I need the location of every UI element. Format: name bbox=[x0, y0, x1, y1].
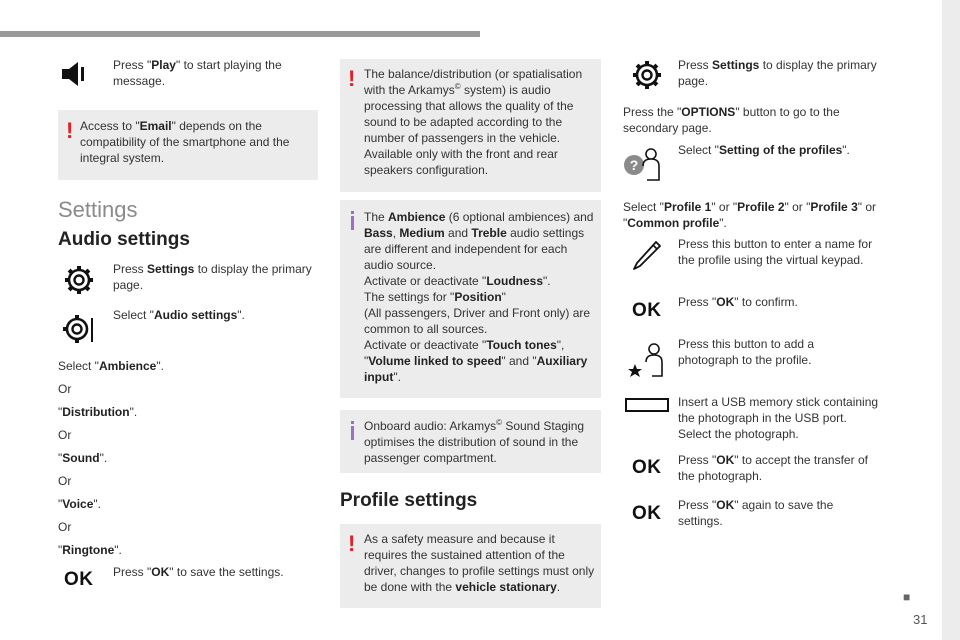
onboard-info-box bbox=[340, 410, 601, 473]
warning-icon: ! bbox=[66, 118, 74, 143]
email-note: Access to "Email" depends on the compatibility of the smartphone and the integral system. bbox=[80, 119, 290, 165]
top-rule bbox=[0, 31, 480, 37]
sound-text: "Sound". bbox=[58, 451, 108, 465]
add-photo-text: Press this button to add a photograph to the profile. bbox=[678, 337, 815, 367]
settings-heading: Settings bbox=[58, 197, 138, 222]
gear-settings-icon bbox=[62, 312, 98, 346]
pencil-icon bbox=[632, 240, 662, 272]
or-text: Or bbox=[58, 428, 72, 442]
press-ok-save-text: Press "OK" to save the settings. bbox=[113, 565, 284, 579]
enter-name-text: Press this button to enter a name for the profile using the virtual keypad. bbox=[678, 237, 873, 267]
speaker-icon bbox=[60, 60, 88, 88]
profile-star-icon bbox=[626, 340, 666, 380]
or-text: Or bbox=[58, 382, 72, 396]
continue-mark: ■ bbox=[903, 590, 911, 604]
ringtone-text: "Ringtone". bbox=[58, 543, 122, 557]
usb-text: Insert a USB memory stick containing the photograph in the USB port. Select the photograph. bbox=[678, 395, 879, 441]
ok-icon: OK bbox=[632, 503, 662, 524]
warning-icon: ! bbox=[348, 531, 356, 556]
select-profiles-text: Select "Setting of the profiles". bbox=[678, 143, 850, 157]
distribution-text: "Distribution". bbox=[58, 405, 138, 419]
balance-warning-box bbox=[340, 59, 601, 192]
ambience-info-box bbox=[340, 200, 601, 398]
or-text: Or bbox=[58, 474, 72, 488]
select-ambience-text: Select "Ambience". bbox=[58, 359, 164, 373]
gear-icon bbox=[632, 60, 662, 90]
voice-text: "Voice". bbox=[58, 497, 101, 511]
warning-icon: ! bbox=[348, 66, 356, 91]
question-mark: ? bbox=[629, 157, 639, 173]
onboard-info-text: Onboard audio: Arkamys© Sound Staging optimises the distribution of sound in the passenger compartment. bbox=[364, 418, 585, 465]
usb-bar-icon bbox=[625, 398, 669, 414]
select-profile-text: Select "Profile 1" or "Profile 2" or "Profile 3" or "Common profile". bbox=[623, 200, 877, 230]
safety-note: As a safety measure and because it requires the sustained attention of the driver, changes to profile settings must only be done with the vehicle stationary. bbox=[364, 532, 595, 594]
play-instruction: Press "Play" to start playing the message. bbox=[113, 58, 282, 88]
or-text: Or bbox=[58, 520, 72, 534]
ok-transfer-text: Press "OK" to accept the transfer of the photograph. bbox=[678, 453, 868, 483]
balance-note: The balance/distribution (or spatialisation with the Arkamys© system) is audio processing that allows the quality of the sound to be adapted according to the number of passengers in the vehicle. Available only with the front and rear speakers configuration. bbox=[364, 67, 583, 177]
ambience-info-text: The Ambience (6 optional ambiences) and Bass, Medium and Treble audio settings are different and independent for each audio source. Activate or deactivate "Loudness". The settings for "Position" (All passengers, Driver and Front only) are common to all sources. Activate or deactivate "Touch tones", "Volume linked to speed" and "Auxiliary input". bbox=[364, 210, 594, 384]
info-icon bbox=[351, 426, 354, 440]
side-band bbox=[942, 0, 960, 640]
ok-icon: OK bbox=[64, 569, 94, 590]
ok-again-text: Press "OK" again to save the settings. bbox=[678, 498, 834, 528]
profile-question-icon bbox=[623, 146, 663, 182]
ok-icon: OK bbox=[632, 457, 662, 478]
email-warning-box bbox=[58, 110, 318, 180]
safety-warning-box bbox=[340, 524, 601, 608]
press-settings-text: Press Settings to display the primary page. bbox=[113, 262, 312, 292]
press-settings-text-2: Press Settings to display the primary page. bbox=[678, 58, 877, 88]
profile-settings-heading: Profile settings bbox=[340, 490, 478, 511]
ok-confirm-text: Press "OK" to confirm. bbox=[678, 295, 798, 309]
options-text: Press the "OPTIONS" button to go to the secondary page. bbox=[623, 105, 840, 135]
gear-icon bbox=[64, 265, 94, 295]
select-audio-text: Select "Audio settings". bbox=[113, 308, 245, 322]
audio-settings-heading: Audio settings bbox=[58, 229, 190, 250]
info-icon bbox=[351, 216, 354, 230]
ok-icon: OK bbox=[632, 300, 662, 321]
page-number: 31 bbox=[913, 612, 928, 627]
